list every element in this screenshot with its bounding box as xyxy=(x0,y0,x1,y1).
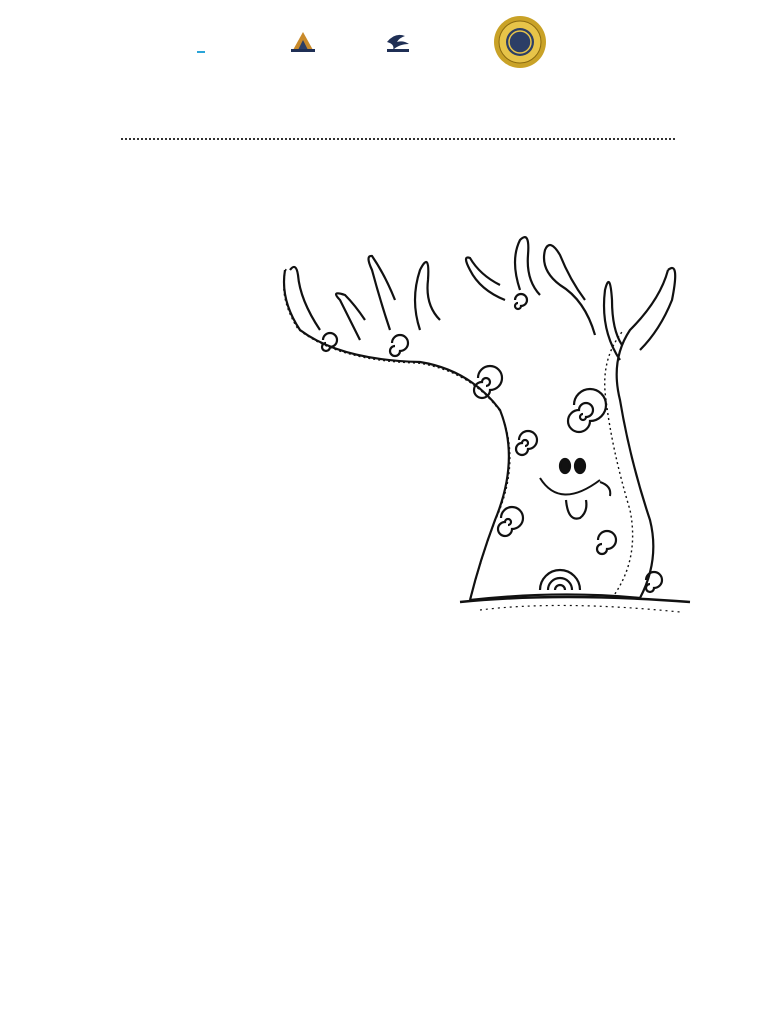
smiling-tree-icon xyxy=(284,237,690,612)
